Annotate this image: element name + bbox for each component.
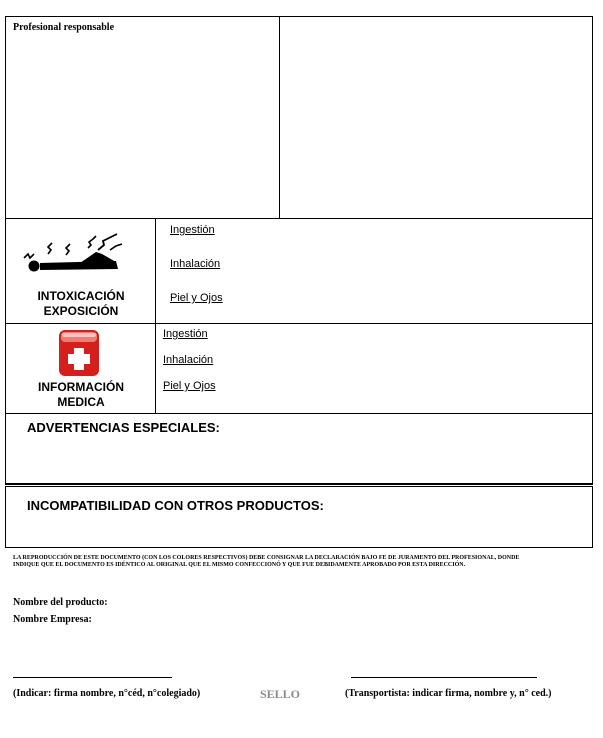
first-aid-kit-icon bbox=[57, 328, 101, 378]
incompatibilidad-section bbox=[5, 486, 593, 548]
advertencias-title: ADVERTENCIAS ESPECIALES: bbox=[27, 420, 220, 435]
profesional-responsable-label: Profesional responsable bbox=[13, 22, 115, 33]
informacion-medica-divider bbox=[155, 323, 156, 414]
info-piel-ojos-link[interactable]: Piel y Ojos bbox=[163, 380, 216, 392]
signature-caption-profesional: (Indicar: firma nombre, n°céd, n°colegiado) bbox=[13, 688, 201, 699]
intoxicacion-piel-ojos-link[interactable]: Piel y Ojos bbox=[170, 292, 223, 304]
profesional-responsable-box bbox=[5, 16, 593, 219]
nombre-producto-label: Nombre del producto: bbox=[13, 597, 108, 608]
informacion-medica-title-line1: INFORMACIÓN bbox=[38, 380, 124, 394]
legal-notice-line1: LA REPRODUCCIÓN DE ESTE DOCUMENTO (CON LOS COLORES RESPECTIVOS) DEBE CONSIGNAR LA DECLARACIÓN BAJO FE DE JURAMENTO DEL PROFESIONAL, DONDE bbox=[13, 555, 520, 561]
info-ingestion-link[interactable]: Ingestión bbox=[163, 328, 208, 340]
signature-line-transportista bbox=[351, 677, 537, 678]
intoxicacion-inhalacion-link[interactable]: Inhalación bbox=[170, 258, 221, 270]
intoxicacion-divider bbox=[155, 218, 156, 324]
informacion-medica-title bbox=[8, 380, 154, 410]
signature-line-profesional bbox=[13, 677, 172, 678]
incompatibilidad-title: INCOMPATIBILIDAD CON OTROS PRODUCTOS: bbox=[27, 498, 324, 513]
legal-notice-line2: INDIQUE QUE EL DOCUMENTO ES IDÉNTICO AL ORIGINAL QUE EL MISMO CONFECCIONÓ Y QUE FUE DEBIDAMENTE APROBADO POR ESTA DIRECCIÓN. bbox=[13, 562, 466, 568]
top-box-divider bbox=[279, 16, 280, 219]
intoxicacion-ingestion-link[interactable]: Ingestión bbox=[170, 224, 215, 236]
legal-notice bbox=[13, 555, 593, 569]
intoxicacion-title bbox=[8, 289, 154, 319]
info-inhalacion-link[interactable]: Inhalación bbox=[163, 354, 214, 366]
nombre-empresa-label: Nombre Empresa: bbox=[13, 614, 92, 625]
sello-label: SELLO bbox=[260, 687, 301, 701]
intoxication-person-icon bbox=[18, 228, 140, 280]
intoxicacion-title-line2: EXPOSICIÓN bbox=[43, 304, 119, 318]
intoxicacion-title-line1: INTOXICACIÓN bbox=[37, 289, 125, 303]
informacion-medica-title-line2: MEDICA bbox=[57, 395, 105, 409]
signature-caption-transportista: (Transportista: indicar firma, nombre y, n° ced.) bbox=[345, 688, 552, 699]
